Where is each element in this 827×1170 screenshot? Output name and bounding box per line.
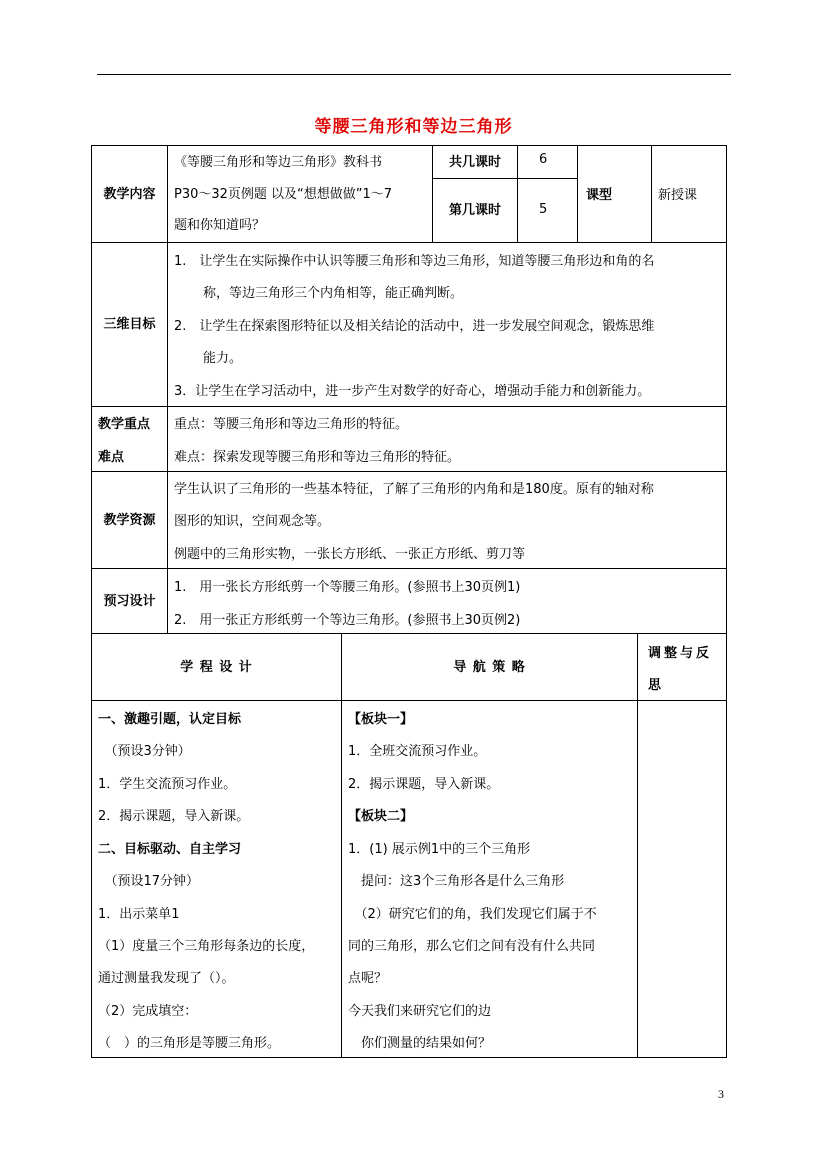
process-line: （预设17分钟） [98, 874, 200, 889]
strategy-line: 同的三角形，那么它们之间有没有什么共同 [348, 939, 596, 954]
process-line: 1．出示菜单1 [98, 907, 180, 922]
strategy-line: 1．全班交流预习作业。 [348, 744, 487, 759]
strategy-line: 1．(1) 展示例1中的三个三角形 [348, 842, 531, 857]
strategy-line: 点呢？ [348, 971, 388, 986]
process-line: （预设3分钟） [98, 744, 191, 759]
goal-line: 能力。 [203, 351, 243, 366]
strategy-line: 你们测量的结果如何？ [348, 1036, 492, 1051]
page-title: 等腰三角形和等边三角形 [314, 117, 513, 137]
strategy-line: 【板块二】 [348, 809, 414, 824]
preview-line: 2. 用一张正方形纸剪一个等边三角形。(参照书上30页例2) [174, 613, 521, 628]
process-line: 二、目标驱动、自主学习 [98, 842, 242, 857]
process-line: （ ）的三角形是等腰三角形。 [98, 1036, 281, 1051]
reflection-header: 调整与反 [648, 646, 713, 661]
content-line: 题和你知道吗？ [174, 218, 266, 233]
process-line: （1）度量三个三角形每条边的长度， [98, 939, 315, 954]
which-hour-label: 第几课时 [448, 203, 501, 218]
reflection-header-cont: 思 [648, 678, 662, 693]
strategy-header: 导 航 策 略 [453, 659, 526, 675]
strategy-line: （2）研究它们的角，我们发现它们属于不 [348, 907, 597, 922]
total-hours-value: 6 [539, 152, 548, 167]
strategy-line: 今天我们来研究它们的边 [348, 1004, 492, 1019]
content-label: 教学内容 [103, 186, 156, 202]
total-hours-label: 共几课时 [448, 154, 501, 170]
process-line: （2）完成填空： [98, 1004, 198, 1019]
process-line: 2．揭示课题，导入新课。 [98, 809, 250, 824]
header-rule [97, 74, 731, 75]
strategy-line: 提问：这3个三角形各是什么三角形 [348, 874, 565, 889]
preview-line: 1. 用一张长方形纸剪一个等腰三角形。(参照书上30页例1) [174, 580, 521, 595]
resource-line: 例题中的三角形实物，一张长方形纸、一张正方形纸、剪刀等 [174, 547, 526, 562]
key-point-text: 重点：等腰三角形和等边三角形的特征。 [174, 417, 409, 432]
strategy-line: 【板块一】 [348, 712, 414, 727]
preview-label: 预习设计 [103, 593, 156, 609]
goal-line: 2. 让学生在探索图形特征以及相关结论的活动中，进一步发展空间观念，锻炼思维 [174, 319, 655, 334]
goal-line: 3．让学生在学习活动中，进一步产生对数学的好奇心，增强动手能力和创新能力。 [174, 384, 651, 399]
key-points-label: 教学重点 [98, 417, 151, 432]
course-type-label: 课型 [586, 188, 613, 203]
difficulty-text: 难点：探索发现等腰三角形和等边三角形的特征。 [174, 450, 461, 465]
strategy-line: 2．揭示课题，导入新课。 [348, 777, 500, 792]
goals-label: 三维目标 [103, 317, 156, 332]
which-hour-value: 5 [539, 202, 548, 217]
difficulty-label: 难点 [98, 450, 125, 465]
process-header: 学 程 设 计 [180, 659, 253, 675]
content-line: P30～32页例题 以及“想想做做”1～7 [174, 187, 393, 202]
process-line: 通过测量我发现了（）。 [98, 971, 235, 986]
resources-label: 教学资源 [103, 512, 156, 528]
goal-line: 称，等边三角形三个内角相等，能正确判断。 [203, 286, 464, 301]
page-number: 3 [718, 1087, 724, 1101]
process-line: 1．学生交流预习作业。 [98, 777, 237, 792]
resource-line: 图形的知识，空间观念等。 [174, 514, 331, 529]
process-line: 一、激趣引题，认定目标 [98, 712, 242, 727]
content-line: 《等腰三角形和等边三角形》教科书 [174, 155, 383, 170]
resource-line: 学生认识了三角形的一些基本特征，了解了三角形的内角和是180度。原有的轴对称 [174, 482, 654, 497]
goal-line: 1. 让学生在实际操作中认识等腰三角形和等边三角形，知道等腰三角形边和角的名 [174, 254, 655, 269]
course-type-value: 新授课 [658, 188, 698, 203]
